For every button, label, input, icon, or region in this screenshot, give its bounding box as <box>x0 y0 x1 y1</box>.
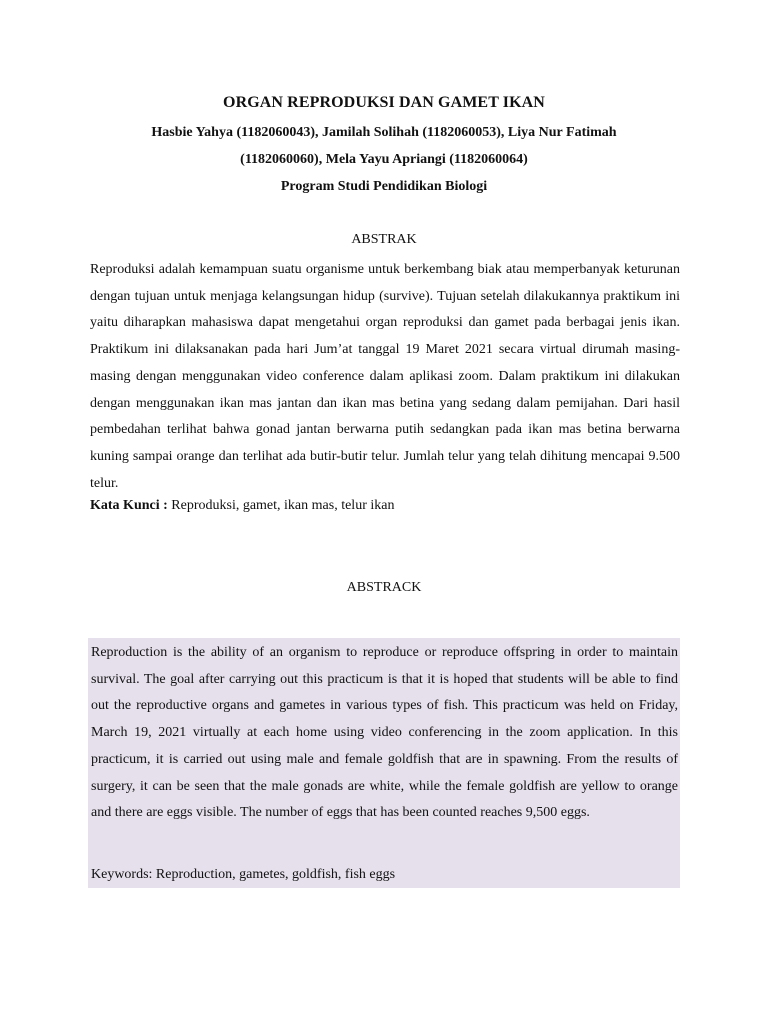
kata-kunci-label: Kata Kunci : <box>90 498 168 513</box>
authors-line-2: (1182060060), Mela Yayu Apriangi (1182060064) <box>240 152 528 167</box>
paper-title: ORGAN REPRODUKSI DAN GAMET IKAN <box>223 94 545 111</box>
english-abstract-highlight <box>88 638 680 888</box>
authors-line-1: Hasbie Yahya (1182060043), Jamilah Solihah (1182060053), Liya Nur Fatimah <box>151 125 617 140</box>
english-keywords: Keywords: Reproduction, gametes, goldfish, fish eggs <box>91 867 396 882</box>
abstrack-heading: ABSTRACK <box>346 580 422 595</box>
abstrak-body: Reproduksi adalah kemampuan suatu organisme untuk berkembang biak atau memperbanyak keturunan dengan tujuan untuk menjaga kelangsungan hidup (survive). Tujuan setelah dilakukannya praktikum ini yaitu diharapkan mahasiswa dapat mengetahui organ reproduksi dan gamet pada berbagai jenis ikan. Praktikum ini dilaksanakan pada hari Jum’at tanggal 19 Maret 2021 secara virtual dirumah masing-masing dengan menggunakan video conference dalam aplikasi zoom. Dalam praktikum ini dilakukan dengan menggunakan ikan mas jantan dan ikan mas betina yang sedang dalam pemijahan. Dari hasil pembedahan terlihat bahwa gonad jantan berwarna putih sedangkan pada ikan mas betina berwarna kuning sampai orange dan terlihat ada butir-butir telur. Jumlah telur yang telah dihitung mencapai 9.500 telur. <box>90 262 680 491</box>
english-abstract-body: Reproduction is the ability of an organism to reproduce or reproduce offspring in order to maintain survival. The goal after carrying out this practicum is that it is hoped that students will be able to find out the reproductive organs and gametes in various types of fish. This practicum was held on Friday, March 19, 2021 virtually at each home using video conferencing in the zoom application. In this practicum, it is carried out using male and female goldfish that are in spawning. From the results of surgery, it can be seen that the male gonads are white, while the female goldfish are yellow to orange and there are eggs visible. The number of eggs that has been counted reaches 9,500 eggs. <box>91 645 678 821</box>
abstrak-heading: ABSTRAK <box>351 232 417 247</box>
kata-kunci-values: Reproduksi, gamet, ikan mas, telur ikan <box>167 498 395 513</box>
kata-kunci <box>90 498 680 514</box>
study-program: Program Studi Pendidikan Biologi <box>280 179 488 194</box>
